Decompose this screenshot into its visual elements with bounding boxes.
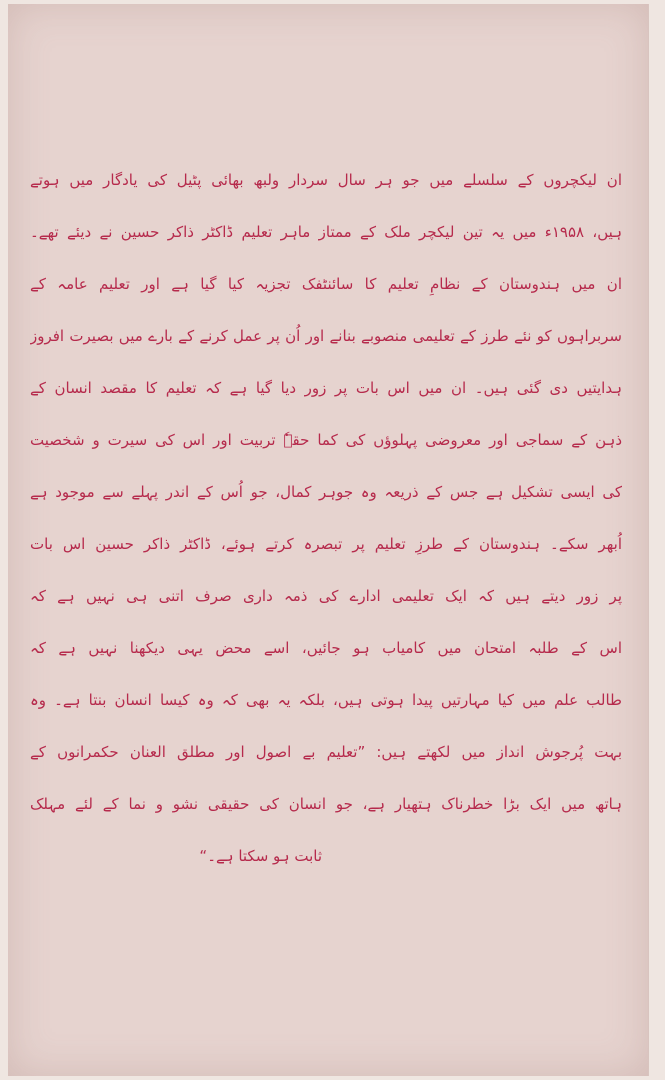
text-line-13: ہاتھ میں ایک بڑا خطرناک ہتھیار ہے، جو انسان کی حقیقی نشو و نما کے لئے مہلک (30, 795, 622, 813)
text-line-6: ذہن کے سماجی اور معروضی پہلوؤں کی کما حقہٗ تربیت اور اس کی سیرت و شخصیت (30, 431, 622, 449)
text-line-1: ان لیکچروں کے سلسلے میں جو ہر سال سردار ولبھ بھائی پٹیل کی یادگار میں ہوتے (30, 171, 622, 189)
text-line-3: ان میں ہندوستان کے نظامِ تعلیم کا سائنٹفک تجزیہ کیا گیا ہے اور تعلیم عامہ کے (30, 275, 622, 293)
text-line-12: بہت پُرجوش انداز میں لکھتے ہیں: ”تعلیم بے اصول اور مطلق العنان حکمرانوں کے (30, 743, 622, 761)
text-line-4: سربراہوں کو نئے طرز کے تعلیمی منصوبے بنانے اور اُن پر عمل کرنے کے بارے میں بصیرت افروز (30, 327, 622, 345)
text-line-8: اُبھر سکے۔ ہندوستان کے طرزِ تعلیم پر تبصرہ کرتے ہوئے، ڈاکٹر ذاکر حسین اس بات (30, 535, 622, 553)
text-line-5: ہدایتیں دی گئی ہیں۔ ان میں اس بات پر زور دیا گیا ہے کہ تعلیم کا مقصد انسان کے (30, 379, 622, 397)
text-line-7: کی ایسی تشکیل ہے جس کے ذریعہ وہ جوہر کمال، جو اُس کے اندر پہلے سے موجود ہے (30, 483, 622, 501)
page-sheet (8, 4, 649, 1076)
text-line-14: ثابت ہو سکتا ہے۔“ (199, 847, 322, 865)
text-line-2: ہیں، ۱۹۵۸ء میں یہ تین لیکچر ملک کے ممتاز ماہر تعلیم ڈاکٹر ذاکر حسین نے دیئے تھے۔ (30, 223, 622, 241)
text-line-10: اس کے طلبہ امتحان میں کامیاب ہو جائیں، اسے محض یہی دیکھنا نہیں ہے کہ (30, 639, 622, 657)
body-text (30, 154, 622, 882)
text-line-11: طالب علم میں کیا مہارتیں پیدا ہوتی ہیں، بلکہ یہ بھی کہ وہ کیسا انسان بنتا ہے۔ وہ (30, 691, 622, 709)
text-line-9: پر زور دیتے ہیں کہ ایک تعلیمی ادارے کی ذمہ داری صرف اتنی ہی نہیں ہے کہ (30, 587, 622, 605)
